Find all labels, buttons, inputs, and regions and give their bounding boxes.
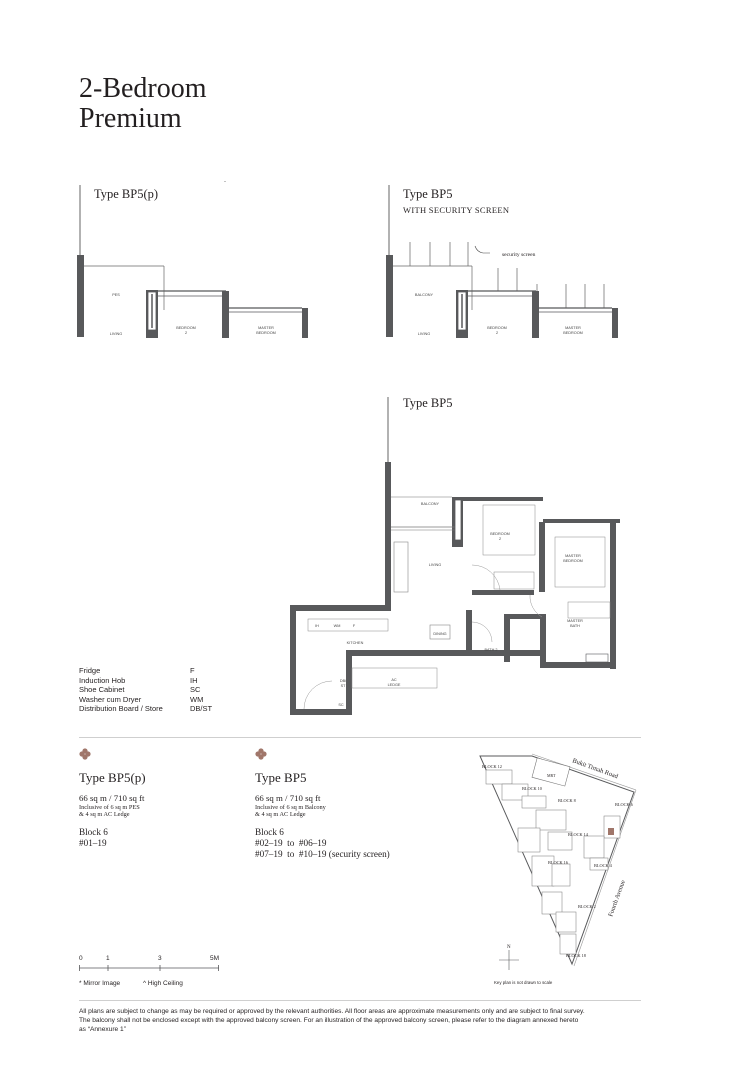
floorplan-bp5p-partial: [76, 180, 316, 340]
room-pes: PES: [112, 293, 120, 297]
scale-1: 1: [106, 955, 110, 962]
floorplan-bp5-full: [290, 392, 620, 722]
mrt-label: MRT: [547, 773, 556, 778]
road-fourth-avenue: Fourth Avenue: [607, 879, 627, 918]
room-dining: DINING: [433, 632, 447, 636]
room-master: MASTER: [258, 326, 274, 330]
block-label: BLOCK 8: [558, 798, 576, 803]
label-f: F: [352, 624, 356, 628]
block-label: BLOCK 12: [482, 764, 502, 769]
keyplan-note: Key plan is not drawn to scale: [494, 980, 553, 985]
room-living: LIVING: [428, 563, 442, 567]
room-master-bath-b: BATH: [570, 624, 580, 628]
legend-row: Shoe Cabinet SC: [79, 685, 201, 695]
room-bedroom2: BEDROOM: [176, 326, 196, 330]
block-label: BLOCK 2: [578, 904, 596, 909]
security-screen-callout: security screen: [502, 252, 536, 258]
room-living: LIVING: [109, 332, 123, 336]
clover-ornament-icon: [255, 748, 267, 760]
room-ac-ledge-b: LEDGE: [387, 683, 401, 687]
room-bedroom2-num: 2: [495, 331, 499, 335]
block-label: BLOCK 18: [566, 953, 586, 958]
room-master-bath: MASTER: [567, 619, 583, 623]
north-arrow-icon: N: [507, 945, 511, 950]
road-bukit-timah: Bukit Timah Road: [571, 757, 619, 781]
plan-sublabel-screen: WITH SECURITY SCREEN: [403, 205, 510, 215]
block-label: BLOCK 6: [615, 802, 633, 807]
room-balcony: BALCONY: [420, 502, 440, 506]
scale-5m: 5M: [210, 955, 220, 962]
room-bedroom2-num: 2: [498, 537, 502, 541]
appliance-legend: [79, 666, 212, 714]
room-balcony: BALCONY: [414, 293, 434, 297]
room-bedroom2: BEDROOM: [487, 326, 507, 330]
label-sc: SC: [338, 703, 344, 707]
room-ac-ledge: AC: [391, 678, 397, 682]
floorplan-bp5-security-screen: [380, 180, 630, 340]
room-bedroom2-num: 2: [184, 331, 188, 335]
plan-label-bp5: Type BP5: [403, 396, 453, 410]
scale-0: 0: [79, 955, 83, 962]
page-title: 2-Bedroom Premium: [79, 73, 207, 134]
room-master: MASTER: [565, 554, 581, 558]
plan-label-bp5p: Type BP5(p): [94, 187, 159, 201]
block-label: BLOCK 10: [522, 786, 542, 791]
label-st: ST: [340, 684, 346, 688]
site-key-plan: [472, 752, 644, 992]
plan-label-bp5-screen: Type BP5: [403, 187, 453, 201]
unit-info-bp5: Type BP5 66 sq m / 710 sq ft Inclusive of 6 sq m Balcony & 4 sq m AC Ledge Block 6 #02–19 to #06–19 #07–19 to #10–19 (security screen): [255, 770, 390, 859]
label-wm: WM: [333, 624, 341, 628]
clover-ornament-icon: [79, 748, 91, 760]
legend-row: Induction Hob IH: [79, 675, 198, 685]
legend-row: Distribution Board / Store DB/ST: [79, 704, 213, 714]
divider: [79, 737, 641, 738]
room-living: LIVING: [417, 332, 431, 336]
unit-info-bp5p: Type BP5(p) 66 sq m / 710 sq ft Inclusive of 6 sq m PES & 4 sq m AC Ledge Block 6 #01–19: [79, 770, 146, 848]
scale-3: 3: [158, 955, 162, 962]
block-label: BLOCK 16: [548, 860, 568, 865]
room-master: MASTER: [565, 326, 581, 330]
scale-bar: [79, 964, 224, 972]
mirror-image-note: * Mirror Image: [79, 980, 121, 987]
room-master-b: BEDROOM: [563, 559, 583, 563]
label-ih: IH: [315, 624, 319, 628]
room-master-b: BEDROOM: [256, 331, 276, 335]
label-db: DB/: [339, 679, 347, 683]
block-label: BLOCK 14: [568, 832, 588, 837]
divider: [79, 1000, 641, 1001]
room-bedroom2: BEDROOM: [490, 532, 510, 536]
legend-row: Washer cum Dryer WM: [79, 694, 204, 704]
room-bath2: BATH 2: [484, 648, 498, 652]
legend-row: Fridge F: [79, 666, 195, 675]
room-kitchen: KITCHEN: [346, 641, 364, 645]
high-ceiling-note: ^ High Ceiling: [143, 980, 183, 987]
block-label: BLOCK 4: [594, 863, 612, 868]
room-master-b: BEDROOM: [563, 331, 583, 335]
disclaimer: All plans are subject to change as may be required or approved by the relevant authorities. All floor areas are approximate measurements only and are subject to final survey. The balcony shall not be enclosed except with the approved balcony screen. For an illustration of the approved balcony screen, please refer to the diagram annexed hereto as “Annexure 1”: [79, 1008, 585, 1033]
